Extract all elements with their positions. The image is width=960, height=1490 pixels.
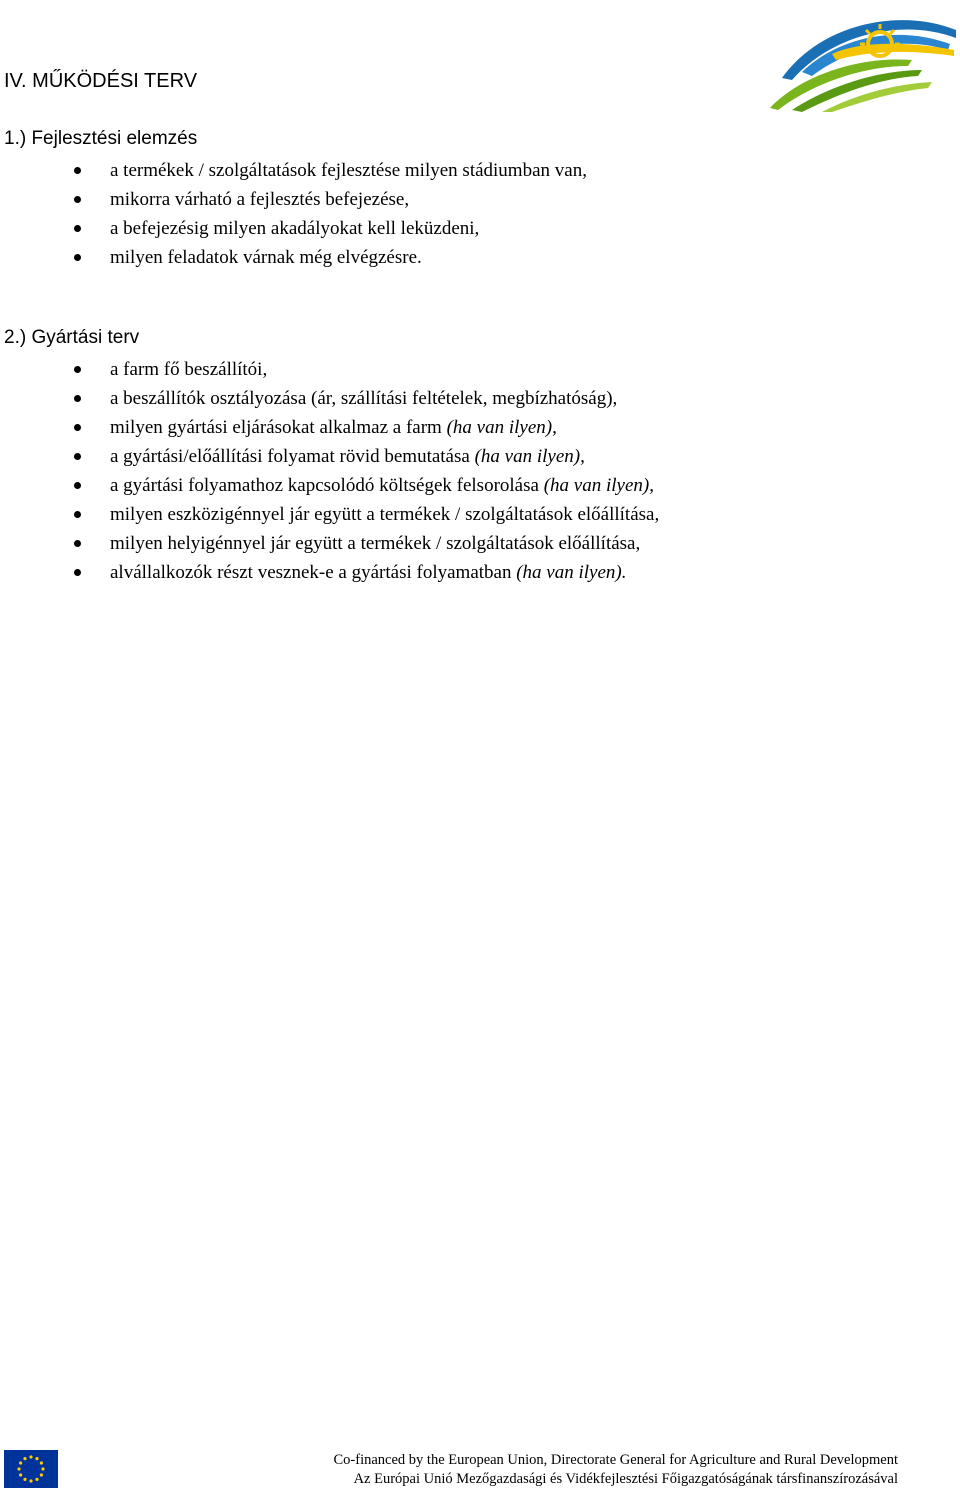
list-item-text: a termékek / szolgáltatások fejlesztése milyen stádiumban van, xyxy=(110,160,587,181)
list-item-note: (ha van ilyen), xyxy=(446,417,557,438)
list-item-note: (ha van ilyen), xyxy=(543,475,654,496)
section-title-fejlesztesi-elemzes: 1.) Fejlesztési elemzés xyxy=(4,128,198,149)
list-item-text: milyen feladatok várnak még elvégzésre. xyxy=(110,247,422,268)
list-item-text: a beszállítók osztályozása (ár, szállítási feltételek, megbízhatóság), xyxy=(110,388,618,409)
list-item xyxy=(0,243,587,272)
list-item-text: a gyártási folyamathoz kapcsolódó költségek felsorolása xyxy=(110,475,544,496)
footer-cofinanced-hu: Az Európai Unió Mezőgazdasági és Vidékfejlesztési Főigazgatóságának társfinanszírozásával xyxy=(353,1471,898,1487)
list-item xyxy=(0,413,659,442)
eu-flag-icon xyxy=(4,1450,58,1488)
list-item-text: milyen gyártási eljárásokat alkalmaz a farm xyxy=(110,417,447,438)
list-item xyxy=(0,558,659,587)
bullet-list-fejlesztesi-elemzes xyxy=(0,156,587,272)
list-item xyxy=(0,442,659,471)
list-item-text: alvállalkozók részt vesznek-e a gyártási folyamatban xyxy=(110,562,517,583)
list-item xyxy=(0,500,659,529)
list-item xyxy=(0,355,659,384)
list-item-note: (ha van ilyen), xyxy=(474,446,585,467)
bullet-list-gyartasi-terv xyxy=(0,355,659,587)
list-item xyxy=(0,471,659,500)
list-item-text: mikorra várható a fejlesztés befejezése, xyxy=(110,189,410,210)
list-item-text: milyen helyigénnyel jár együtt a termékek / szolgáltatások előállítása, xyxy=(110,533,641,554)
list-item xyxy=(0,214,587,243)
list-item-note: (ha van ilyen). xyxy=(516,562,627,583)
list-item xyxy=(0,384,659,413)
list-item xyxy=(0,185,587,214)
section-title-gyartasi-terv: 2.) Gyártási terv xyxy=(4,327,140,348)
list-item-text: a gyártási/előállítási folyamat rövid bemutatása xyxy=(110,446,475,467)
list-item-text: a farm fő beszállítói, xyxy=(110,359,268,380)
list-item-text: a befejezésig milyen akadályokat kell leküzdeni, xyxy=(110,218,480,239)
list-item xyxy=(0,529,659,558)
list-item xyxy=(0,156,587,185)
list-item-text: milyen eszközigénnyel jár együtt a termékek / szolgáltatások előállítása, xyxy=(110,504,660,525)
footer-cofinanced-en: Co-financed by the European Union, Directorate General for Agriculture and Rural Development xyxy=(333,1452,898,1468)
document-title: IV. MŰKÖDÉSI TERV xyxy=(4,70,198,92)
sun-fields-logo-icon xyxy=(762,4,958,112)
